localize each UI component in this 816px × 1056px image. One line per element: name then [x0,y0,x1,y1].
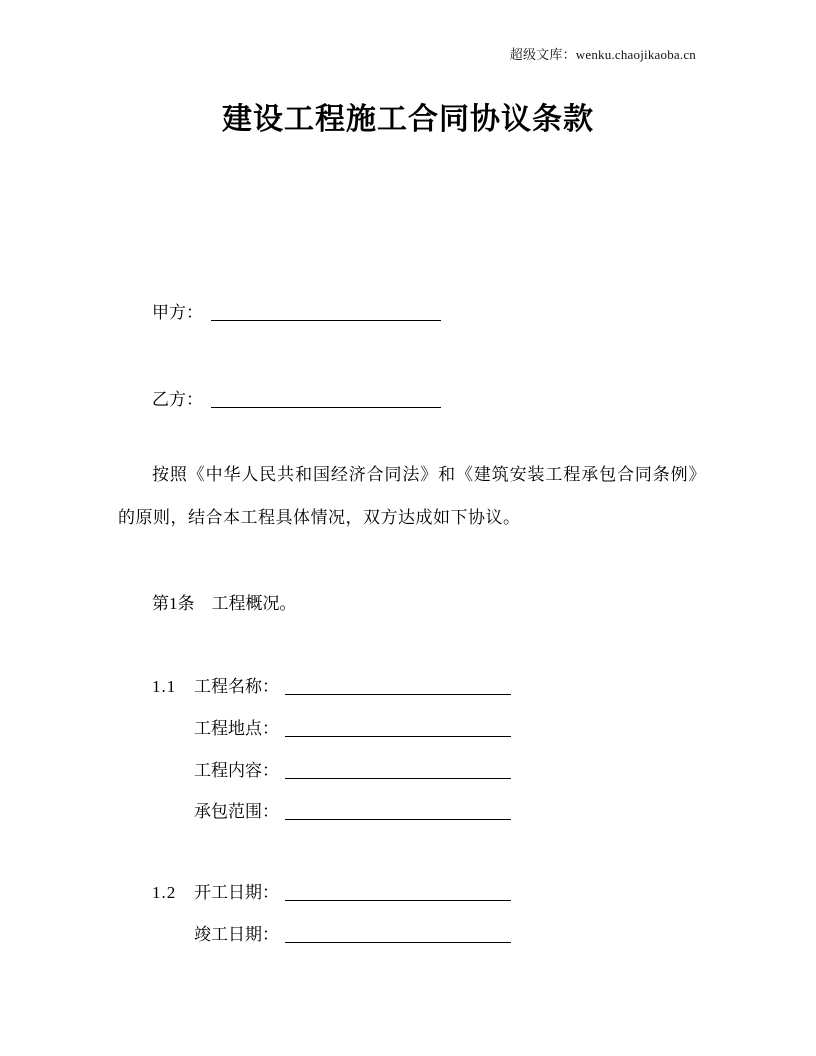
project-name-blank-line[interactable] [285,681,511,695]
field-row-start-date [152,878,511,903]
field-row-project-location [152,714,511,739]
field-label: 开工日期： [194,883,279,902]
clause-1-title: 工程概况。 [211,594,297,613]
party-b-label: 乙方： [152,390,203,409]
field-row-project-name [152,672,511,697]
field-label: 工程地点： [194,719,279,738]
contract-scope-blank-line[interactable] [285,806,511,820]
field-row-project-content [152,756,511,781]
field-row-completion-date [152,920,511,945]
party-a-row [152,298,441,323]
party-a-blank-line[interactable] [211,307,441,321]
field-group-number: 1.2 [152,883,177,902]
field-label: 承包范围： [194,802,279,821]
clause-1-number: 第1条 [152,594,195,613]
page-title: 建设工程施工合同协议条款 [222,103,594,136]
field-label: 工程内容： [194,761,279,780]
field-row-contract-scope [152,797,511,822]
start-date-blank-line[interactable] [285,887,511,901]
project-content-blank-line[interactable] [285,765,511,779]
field-label: 工程名称： [194,677,279,696]
field-group-number: 1.1 [152,677,177,696]
clause-1-heading [152,589,297,614]
party-b-blank-line[interactable] [211,394,441,408]
field-label: 竣工日期： [194,925,279,944]
watermark [510,44,696,63]
project-location-blank-line[interactable] [285,723,511,737]
party-b-row [152,385,441,410]
completion-date-blank-line[interactable] [285,929,511,943]
intro-paragraph: 按照《中华人民共和国经济合同法》和《建筑安装工程承包合同条例》的原则，结合本工程具体情况，双方达成如下协议。 [118,465,706,527]
party-a-label: 甲方： [152,303,203,322]
watermark-text: 超级文库：wenku.chaojikaoba.cn [509,47,696,62]
